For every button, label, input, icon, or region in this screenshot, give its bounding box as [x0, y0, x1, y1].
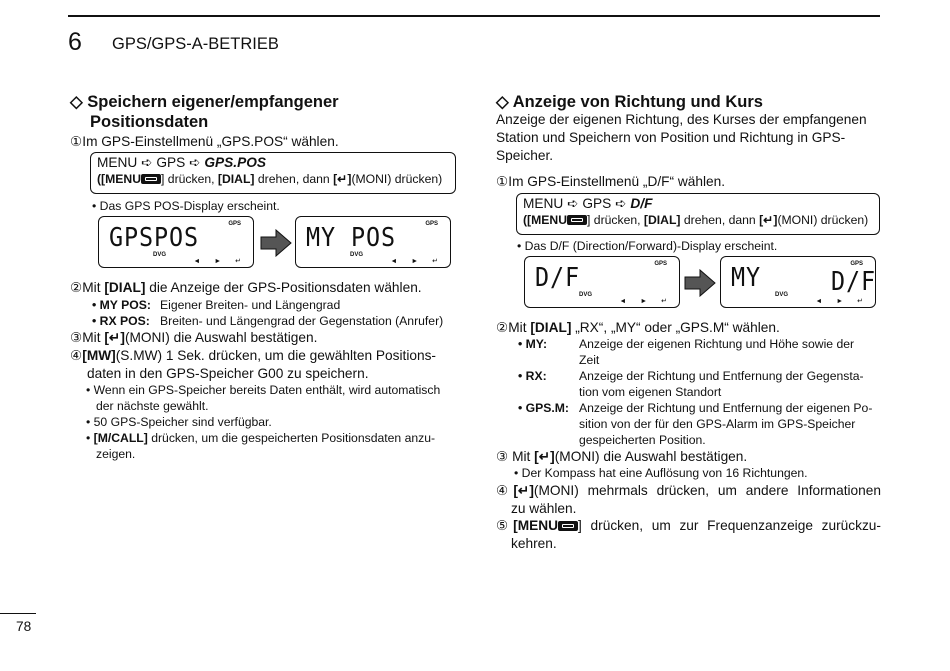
rx-item: • RX: Anzeige der Richtung und Entfernung der Gegensta- tion vom eigenen Standort — [518, 369, 864, 399]
lcd-gpspos: GPS GPSPOS DVG ◄ ► ↵ — [98, 216, 254, 268]
left-section-title: ◇ Speichern eigener/empfangener Positionsdaten — [70, 93, 339, 131]
left-step3: ③Mit [↵](MONI) die Auswahl bestätigen. — [70, 330, 318, 345]
chapter-title: GPS/GPS-A-BETRIEB — [112, 35, 279, 53]
key-icon — [567, 215, 587, 225]
left-step4-bullets: • Wenn ein GPS-Speicher bereits Daten enthält, wird automatisch der nächste gewählt. • 50 GPS-Speicher sind verfügbar. • [M/CALL] drücken, um die gespeicherten Positionsdaten anzu- zeigen. — [86, 383, 441, 461]
diamond-icon: ◇ — [70, 93, 83, 111]
right-arrow-icon — [260, 229, 292, 257]
arrow-icon: ➪ — [567, 196, 579, 211]
lcd-df: GPS D/F DVG ◄ ► ↵ — [524, 256, 680, 308]
lcd-mypos: GPS MY POS DVG ◄ ► ↵ — [295, 216, 451, 268]
lcd-my-df: GPS MY D/F DVG ◄ ► ↵ — [720, 256, 876, 308]
right-step2: ②Mit [DIAL] „RX“, „MY“ oder „GPS.M“ wählen. — [496, 320, 780, 335]
right-intro: Anzeige der eigenen Richtung, des Kurses der empfangenen Station und Speichern von Position und Richtung in GPS- Speicher. — [496, 112, 867, 163]
right-bullet1: • Das D/F (Direction/Forward)-Display erscheint. — [517, 239, 778, 253]
lcd-text: D/F — [831, 267, 876, 297]
arrow-icon: ➪ — [615, 196, 627, 211]
right-step1: ①Im GPS-Einstellmenü „D/F“ wählen. — [496, 174, 726, 189]
page-number: 78 — [16, 619, 32, 634]
right-menu-box: MENU ➪ GPS ➪ D/F ([MENU ] drücken, [DIAL] drehen, dann [↵](MONI) drücken) — [516, 193, 880, 235]
gpsm-item: • GPS.M: Anzeige der Richtung und Entfernung der eigenen Po- sition von der für den GPS-Alarm im GPS-Speicher gespeicherten Position. — [518, 401, 873, 447]
left-step2: ②Mit [DIAL] die Anzeige der GPS-Positionsdaten wählen. — [70, 280, 422, 295]
key-icon — [558, 521, 578, 531]
rxpos-item: • RX POS: Breiten- und Längengrad der Gegenstation (Anrufer) — [92, 314, 444, 328]
right-section-title: ◇ Anzeige von Richtung und Kurs — [496, 93, 763, 111]
lcd-text: MY POS — [306, 223, 396, 253]
my-item: • MY: Anzeige der eigenen Richtung und Höhe sowie der Zeit — [518, 337, 855, 367]
chapter-number: 6 — [68, 28, 82, 56]
arrow-icon: ➪ — [141, 155, 153, 170]
mypos-item: • MY POS: Eigener Breiten- und Längengrad — [92, 298, 341, 312]
key-icon — [141, 174, 161, 184]
left-step4: ④[MW](S.MW) 1 Sek. drücken, um die gewählten Positions- daten in den GPS-Speicher G00 zu speichern. — [70, 348, 436, 381]
lcd-text: GPSPOS — [109, 223, 199, 253]
right-step5: ⑤[MENU ] drücken, um zur Frequenzanzeige zurückzu- kehren. — [496, 518, 881, 551]
lcd-text: MY — [731, 263, 761, 293]
diamond-icon: ◇ — [496, 93, 509, 111]
left-bullet1: • Das GPS POS-Display erscheint. — [92, 199, 280, 213]
arrow-icon: ➪ — [189, 155, 201, 170]
left-menu-box: MENU ➪ GPS ➪ GPS.POS ([MENU ] drücken, [DIAL] drehen, dann [↵](MONI) drücken) — [90, 152, 456, 194]
right-step4: ④[↵](MONI) mehrmals drücken, um andere Informationen zu wählen. — [496, 483, 881, 516]
lcd-text: D/F — [535, 263, 580, 293]
right-step3-bullet: • Der Kompass hat eine Auflösung von 16 Richtungen. — [514, 466, 808, 480]
footer-rule — [0, 613, 36, 614]
header-rule — [68, 15, 880, 17]
left-step1: ①Im GPS-Einstellmenü „GPS.POS“ wählen. — [70, 134, 339, 149]
right-arrow-icon — [684, 269, 716, 297]
right-step3: ③ Mit [↵](MONI) die Auswahl bestätigen. — [496, 449, 748, 464]
